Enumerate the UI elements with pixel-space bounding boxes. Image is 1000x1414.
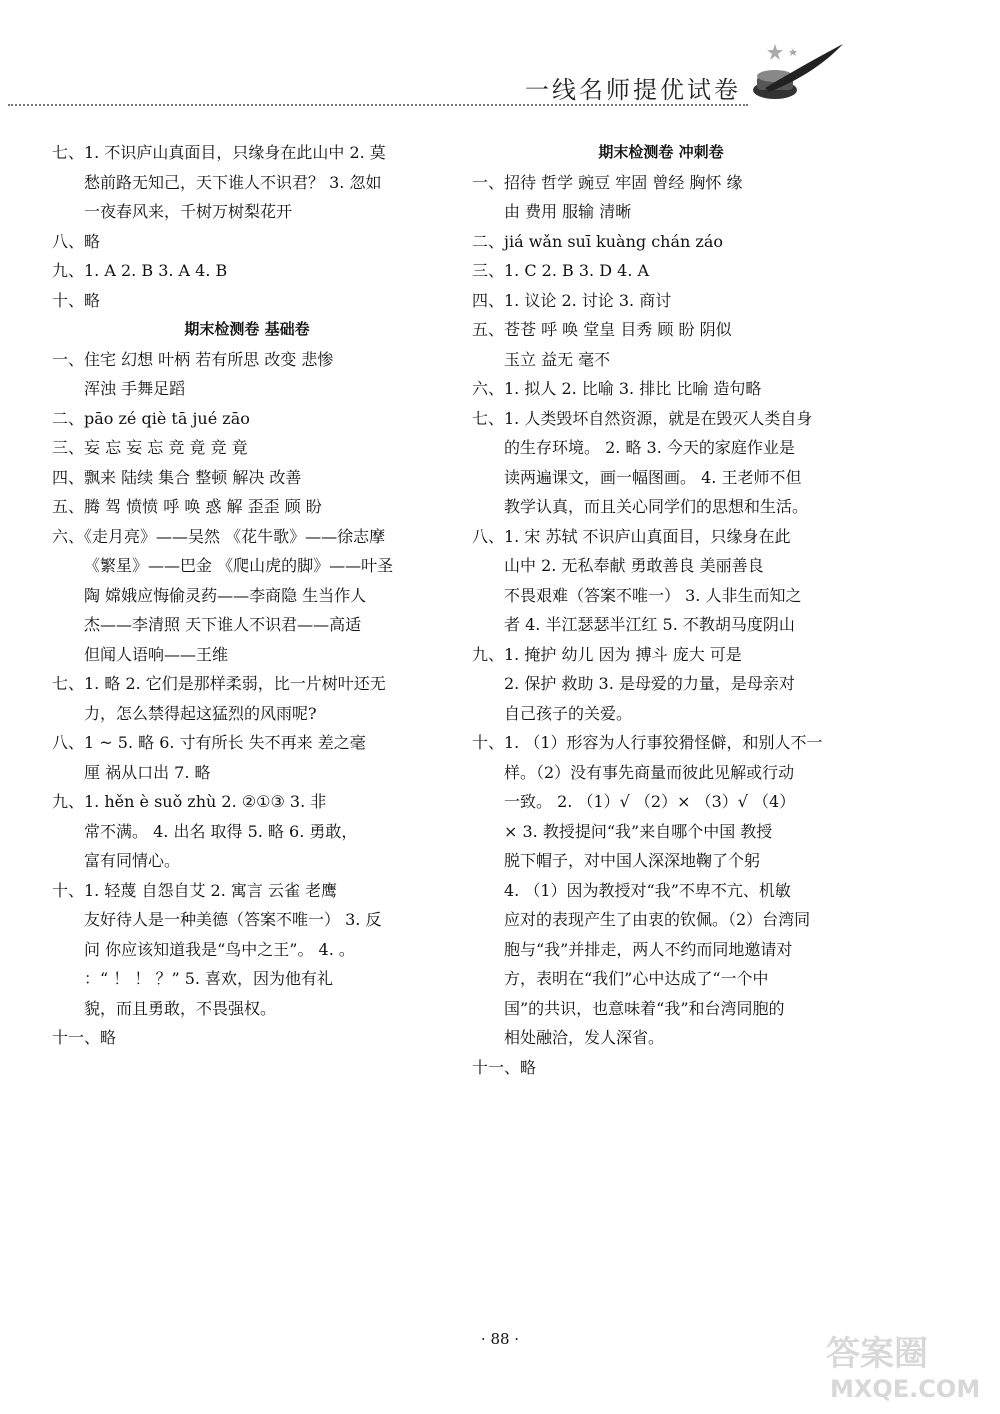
answer-line: 四、1. 议论 2. 讨论 3. 商讨 bbox=[472, 290, 672, 310]
answer-line: 杰——李清照 天下谁人不识君——高适 bbox=[84, 615, 362, 634]
answer-line: 五、苍苍 呼 唤 堂皇 目秀 顾 盼 阴似 bbox=[472, 320, 732, 339]
inkwell-quill-logo bbox=[745, 38, 845, 118]
answer-line: 愁前路无知己，天下谁人不识君？ 3. 忽如 bbox=[84, 172, 382, 192]
answer-line: 不畏艰难（答案不唯一） 3. 人非生而知之 bbox=[504, 585, 802, 605]
answer-line: 由 费用 服输 清晰 bbox=[504, 202, 632, 221]
answer-line: 三、妄 忘 妄 忘 竞 竟 竞 竟 bbox=[52, 438, 248, 457]
answer-line: 十、1. 轻蔑 自怨自艾 2. 寓言 云雀 老鹰 bbox=[52, 880, 338, 900]
section-title: 期末检测卷 基础卷 bbox=[184, 320, 310, 338]
answer-line: 二、pāo zé qiè tā jué zāo bbox=[52, 408, 250, 428]
answer-line: ：“ ！ ！ ？” 5. 喜欢，因为他有礼 bbox=[84, 969, 334, 988]
answer-line: 十、略 bbox=[52, 290, 101, 310]
answer-line: 浑浊 手舞足蹈 bbox=[84, 379, 186, 398]
answer-line: 的生存环境。 2. 略 3. 今天的家庭作业是 bbox=[504, 438, 795, 457]
answer-line: 八、1. 宋 苏轼 不识庐山真面目，只缘身在此 bbox=[472, 526, 791, 546]
answer-line: 但闻人语响——王维 bbox=[84, 644, 229, 664]
answer-line: 问 你应该知道我是“鸟中之王”。 4. 。 bbox=[84, 939, 355, 959]
answer-line: 七、1. 不识庐山真面目，只缘身在此山中 2. 莫 bbox=[52, 143, 386, 162]
answer-line: 相处融洽，发人深省。 bbox=[504, 1028, 665, 1047]
answer-line: 九、1. hěn è suǒ zhù 2. ②①③ 3. 非 bbox=[52, 792, 327, 811]
section-title: 期末检测卷 冲刺卷 bbox=[598, 143, 724, 161]
answer-line: 自己孩子的关爱。 bbox=[504, 703, 633, 723]
answer-line: 读两遍课文，画一幅图画。 4. 王老师不但 bbox=[504, 467, 802, 487]
answer-line: 脱下帽子，对中国人深深地鞠了个躬 bbox=[504, 851, 761, 870]
watermark-logo bbox=[820, 1325, 995, 1405]
answer-line: 一、招待 哲学 豌豆 牢固 曾经 胸怀 缘 bbox=[472, 172, 743, 192]
answer-line: 十一、略 bbox=[472, 1057, 537, 1077]
answer-line: 4. （1）因为教授对“我”不卑不亢、机敏 bbox=[504, 880, 791, 900]
answer-line: 一夜春风来，千树万树梨花开 bbox=[84, 202, 293, 221]
answer-line: 玉立 益无 毫不 bbox=[504, 349, 611, 369]
left-column bbox=[52, 138, 442, 1053]
answer-line: 常不满。 4. 出名 取得 5. 略 6. 勇敢， bbox=[84, 821, 358, 841]
answer-line: 方，表明在“我们”心中达成了“一个中 bbox=[504, 969, 769, 988]
svg-text:MXQE.COM: MXQE.COM bbox=[830, 1375, 981, 1403]
answer-line: 六、1. 拟人 2. 比喻 3. 排比 比喻 造句略 bbox=[472, 379, 762, 398]
answer-line: 友好待人是一种美德（答案不唯一） 3. 反 bbox=[84, 910, 382, 929]
answer-line: 教学认真，而且关心同学们的思想和生活。 bbox=[504, 497, 809, 516]
answer-line: 《繁星》——巴金 《爬山虎的脚》——叶圣 bbox=[84, 556, 394, 575]
answer-line: 一致。 2. （1）√ （2）× （3）√ （4） bbox=[504, 792, 796, 811]
answer-line: 七、1. 人类毁坏自然资源，就是在毁灭人类自身 bbox=[472, 408, 813, 428]
answer-line: 富有同情心。 bbox=[84, 851, 181, 870]
answer-line: 八、1 ~ 5. 略 6. 寸有所长 失不再来 差之毫 bbox=[52, 733, 366, 752]
answer-line: 二、jiá wǎn suī kuàng chán záo bbox=[472, 231, 724, 251]
answer-line: 胞与“我”并排走，两人不约而同地邀请对 bbox=[504, 939, 793, 959]
page-number: · 88 · bbox=[480, 1330, 520, 1348]
answer-line: 貌，而且勇敢，不畏强权。 bbox=[84, 998, 277, 1018]
answer-line: 厘 祸从口出 7. 略 bbox=[84, 762, 211, 782]
header-title: 一线名师提优试卷 bbox=[525, 76, 741, 104]
answer-line: 一、住宅 幻想 叶柄 若有所思 改变 悲惨 bbox=[52, 349, 334, 369]
svg-text:答案圈: 答案圈 bbox=[826, 1334, 928, 1374]
answer-line: 十一、略 bbox=[52, 1028, 117, 1047]
answer-line: 陶 嫦娥应悔偷灵药——李商隐 生当作人 bbox=[84, 585, 367, 605]
answer-line: 应对的表现产生了由衷的钦佩。（2）台湾同 bbox=[504, 910, 811, 929]
answer-line: 九、1. A 2. B 3. A 4. B bbox=[52, 261, 228, 280]
answer-line: 八、略 bbox=[52, 231, 101, 251]
answer-line: 四、飘来 陆续 集合 整顿 解决 改善 bbox=[52, 467, 302, 487]
right-column bbox=[472, 138, 850, 1082]
answer-line: 国”的共识，也意味着“我”和台湾同胞的 bbox=[504, 998, 785, 1018]
answer-line: 力，怎么禁得起这猛烈的风雨呢? bbox=[84, 703, 317, 723]
answer-line: 山中 2. 无私奉献 勇敢善良 美丽善良 bbox=[504, 556, 764, 575]
answer-line: 三、1. C 2. B 3. D 4. A bbox=[472, 261, 650, 280]
answer-line: 七、1. 略 2. 它们是那样柔弱，比一片树叶还无 bbox=[52, 674, 386, 693]
answer-line: × 3. 教授提问“我”来自哪个中国 教授 bbox=[504, 821, 773, 841]
answer-line: 六、《走月亮》——吴然 《花牛歌》——徐志摩 bbox=[52, 526, 386, 546]
answer-line: 2. 保护 救助 3. 是母爱的力量，是母亲对 bbox=[504, 674, 795, 693]
answer-line: 九、1. 掩护 幼儿 因为 搏斗 庞大 可是 bbox=[472, 644, 742, 664]
answer-line: 五、腾 驾 愤愤 呼 唤 惑 解 歪歪 顾 盼 bbox=[52, 497, 322, 516]
answer-line: 者 4. 半江瑟瑟半江红 5. 不教胡马度阴山 bbox=[504, 615, 795, 634]
answer-line: 十、1. （1）形容为人行事狡猾怪僻，和别人不一 bbox=[472, 733, 823, 752]
answer-line: 样。（2）没有事先商量而彼此见解或行动 bbox=[504, 762, 795, 782]
